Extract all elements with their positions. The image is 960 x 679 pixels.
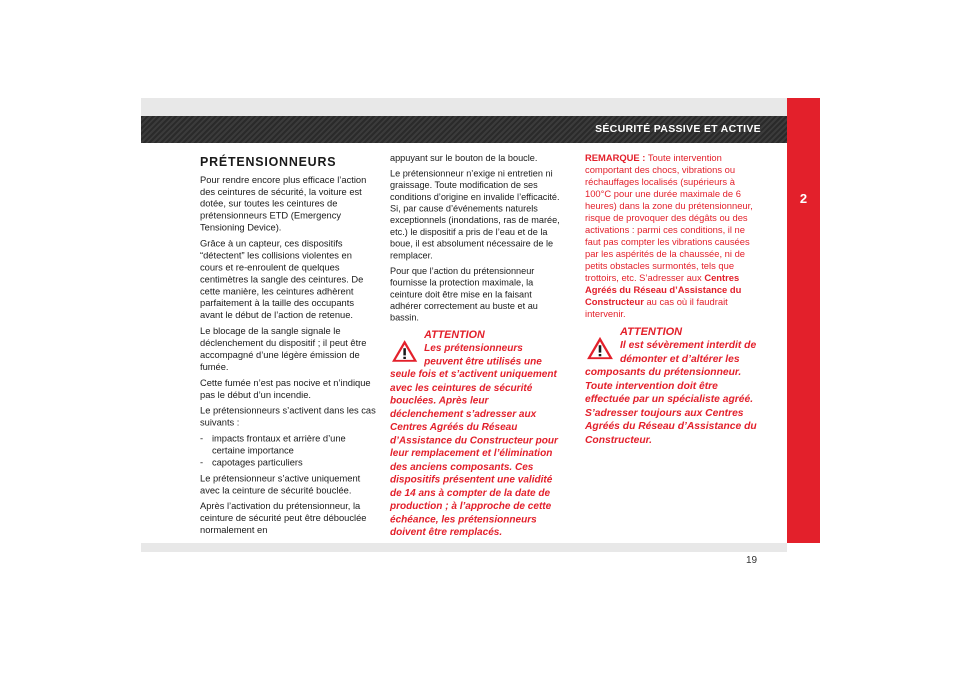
paragraph: Grâce à un capteur, ces dispositifs “détectent” les collisions violentes en cours et re-enroulent de quelques centimètres la sangle des ceintures. De cette manière, les ceintures adhèrent parfaitement à la taille des occupants avant le début de l’action de retenue.	[200, 237, 364, 321]
chapter-tab	[787, 98, 820, 543]
bottom-band	[141, 543, 787, 552]
remark-emphasis: Centres Agréés du Réseau d’Assistance du Constructeur	[585, 272, 742, 307]
header-strip	[141, 116, 787, 143]
warning-box	[390, 329, 564, 539]
chapter-number: 2	[799, 191, 808, 206]
warning-triangle-icon	[390, 339, 419, 362]
list-item: - capotages particuliers	[200, 456, 377, 468]
top-band	[141, 98, 787, 116]
list-item: - impacts frontaux et arrière d’une certaine importance	[200, 433, 377, 457]
warning-title: ATTENTION	[424, 329, 485, 342]
remark-text: Toute intervention comportant des chocs, vibrations ou réchauffages localisés (supérieurs à 100°C pour une durée maximale de 6 heures) dans la zone du prétensionneur, risque de provoquer des dégâts ou des activations : parmi ces conditions, il ne faut pas compter les vibrations causées par les aspérités de la chaussée, ni de petits obstacles surmontés, tels que trottoirs, etc. S’adresser aux	[585, 152, 753, 283]
remark-paragraph	[585, 152, 763, 320]
column-2	[390, 152, 564, 540]
remark-label: REMARQUE :	[585, 152, 646, 163]
section-heading: PRÉTENSIONNEURS	[200, 154, 337, 169]
warning-box	[585, 326, 763, 447]
paragraph: Le prétensionneur n’exige ni entretien ni graissage. Toute modification de ses conditions d’origine en invalide l’efficacité. Si, par cause d’événements naturels exceptionnels (inondations, ras de marée, etc.) le dispositif a pris de l’eau et de la boue, il est absolument nécessaire de le remplacer.	[390, 167, 560, 261]
paragraph: Pour que l’action du prétensionneur fournisse la protection maximale, la ceinture doit être mise en la faisant adhérer correctement au buste et au bassin.	[390, 265, 538, 323]
paragraph: Le prétensionneurs s’activent dans les cas suivants :	[200, 404, 376, 428]
paragraph: Le prétensionneur s’active uniquement avec la ceinture de sécurité bouclée.	[200, 472, 361, 496]
warning-text: Il est sévèrement interdit de démonter et d’altérer les composants du prétensionneur. Toute intervention doit être effectuée par un spécialiste agréé. S’adresser toujours aux Centres Agréés du Réseau d’Assistance du Constructeur.	[585, 340, 757, 446]
paragraph: Après l’activation du prétensionneur, la ceinture de sécurité peut être débouclée normalement en	[200, 500, 367, 536]
column-3	[585, 152, 763, 447]
warning-title: ATTENTION	[620, 326, 683, 338]
column-1	[200, 152, 377, 540]
bullet-list	[200, 433, 377, 469]
paragraph: Pour rendre encore plus efficace l’action des ceintures de sécurité, la voiture est dotée, sur toutes les ceintures de prétensionneurs ETD (Emergency Tensioning Device).	[200, 173, 367, 233]
warning-triangle-icon	[585, 336, 615, 360]
page-number: 19	[746, 555, 758, 566]
paragraph: Le blocage de la sangle signale le déclenchement du dispositif ; il peut être accompagné d’une légère émission de fumée.	[200, 325, 367, 372]
paragraph: Cette fumée n’est pas nocive et n’indique pas le début d’un incendie.	[200, 376, 371, 400]
section-header-title: SÉCURITÉ PASSIVE ET ACTIVE	[595, 123, 761, 135]
warning-text: Les prétensionneurs peuvent être utilisés une seule fois et s’activent uniquement avec les ceintures de sécurité bouclées. Après leur déclenchement s’adresser aux Centres Agréés du Réseau d’Assistance du Constructeur pour leur remplacement et l’élimination des anciens composants. Ces dispositifs présentent une validité de 14 ans à compter de la date de production ; à l’approche de cette échéance, les prétensionneurs doivent être remplacés.	[390, 343, 558, 539]
remark-end: au cas où il faudrait intervenir.	[585, 296, 728, 319]
paragraph: appuyant sur le bouton de la boucle.	[390, 152, 538, 163]
